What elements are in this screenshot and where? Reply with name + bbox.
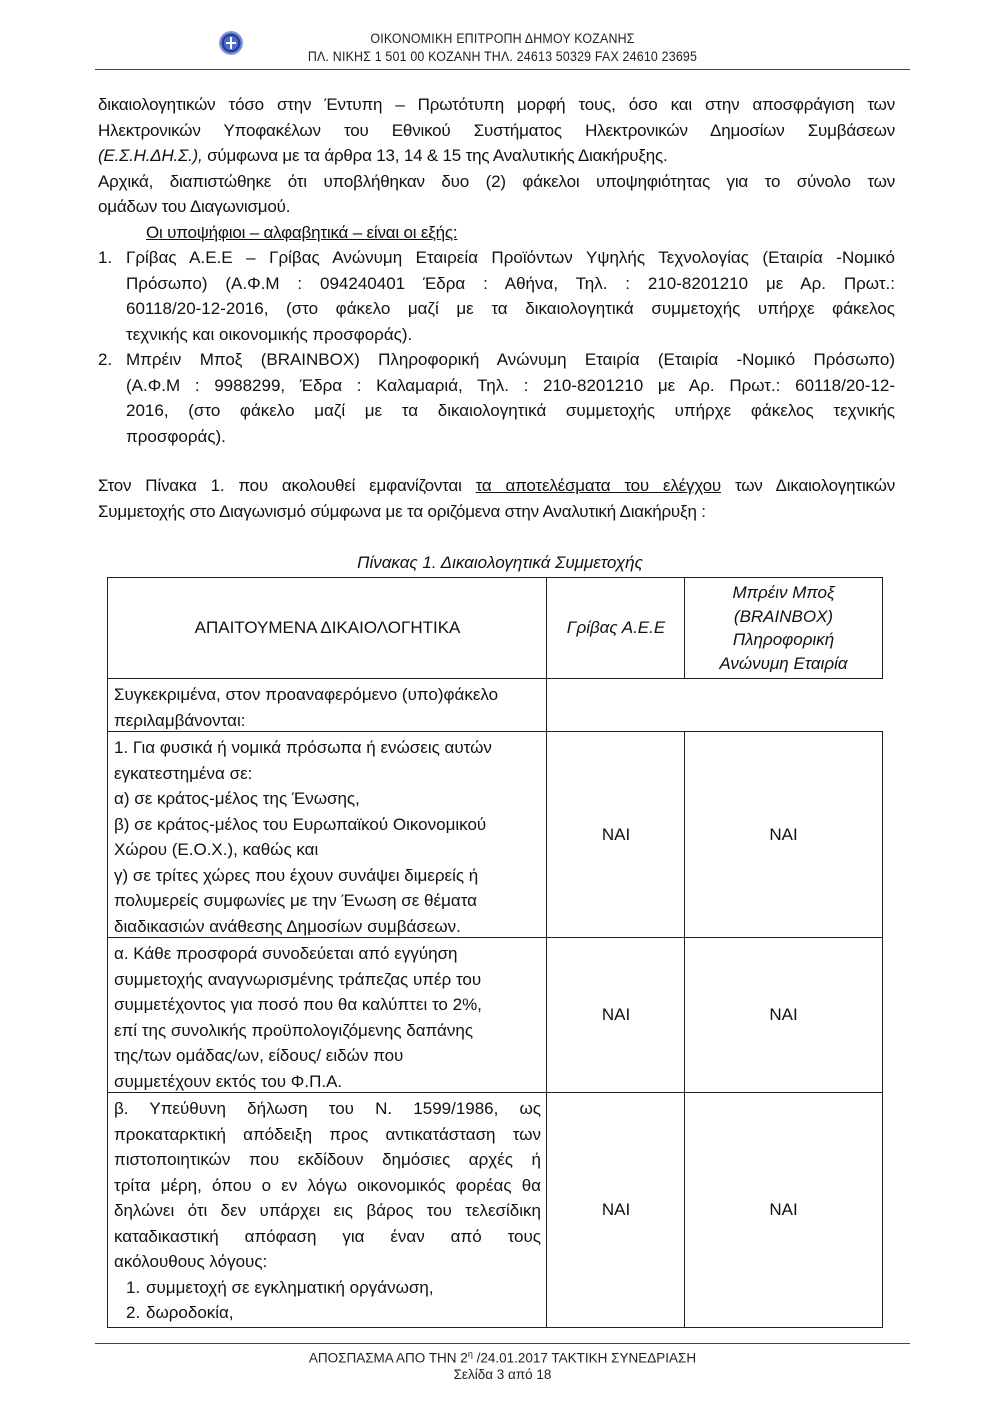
status-value: ΝΑΙ xyxy=(769,1005,798,1025)
intro-line xyxy=(98,143,895,169)
table-intro-line: Συμμετοχής στο Διαγωνισμό σύμφωνα με τα οριζόμενα στην Αναλυτική Διακήρυξη : xyxy=(98,501,706,521)
table-intro-line xyxy=(98,473,895,499)
requirement-line: προκαταρκτική απόδειξη προς αντικατάσταση των xyxy=(114,1124,541,1144)
header-brainbox-line: Μπρέιν Μποξ xyxy=(732,583,835,602)
candidate-number: 2. xyxy=(98,350,113,369)
header-grivas-text: Γρίβας Α.Ε.Ε xyxy=(566,618,666,638)
requirement-line: της/των ομάδας/ων, είδους/ ειδών που xyxy=(114,1046,404,1065)
header-brainbox xyxy=(684,577,883,679)
candidates-list xyxy=(98,245,895,449)
intro-line: δικαιολογητικών τόσο στην Έντυπη – Πρωτότυπη μορφή τους, όσο και στην αποσφράγιση των xyxy=(98,95,895,114)
table-caption: Πίνακας 1. Δικαιολογητικά Συμμετοχής xyxy=(357,553,643,572)
candidate-item xyxy=(98,245,895,347)
header-address: ΠΛ. ΝΙΚΗΣ 1 501 00 ΚΟΖΑΝΗ ΤΗΛ. 24613 50329 FAX 24610 23695 xyxy=(307,49,698,64)
esidis-abbrev: (Ε.Σ.Η.ΔΗ.Σ.), xyxy=(98,146,203,165)
footer-title-text: ΑΠΟΣΠΑΣΜΑ ΑΠΟ ΤΗΝ 2 xyxy=(308,1350,468,1366)
sub-item-number: 2. xyxy=(126,1303,141,1322)
requirement-line: δηλώνει ότι δεν υπάρχει εις βάρος του τελεσίδικη xyxy=(114,1201,541,1220)
footer-superscript: η xyxy=(467,1349,473,1359)
header-brainbox-line: Ανώνυμη Εταιρία xyxy=(719,653,848,673)
header-brainbox-line: (BRAINBOX) xyxy=(733,606,834,626)
intro-paragraph xyxy=(98,92,895,245)
candidate-line: Γρίβας Α.Ε.Ε – Γρίβας Ανώνυμη Εταιρεία Προϊόντων Υψηλής Τεχνολογίας (Εταιρία -Νομικό xyxy=(126,248,895,267)
sub-item xyxy=(114,1275,541,1301)
requirement-cell xyxy=(107,731,547,937)
candidate-line: Πρόσωπο) (Α.Φ.Μ : 094240401 Έδρα : Αθήνα, Τηλ. : 210-8201210 με Αρ. Πρωτ.: xyxy=(126,273,895,293)
footer-title-text: /24.01.2017 ΤΑΚΤΙΚΗ ΣΥΝΕΔΡΙΑΣΗ xyxy=(472,1350,697,1366)
requirement-line: Χώρου (Ε.Ο.Χ.), καθώς και xyxy=(114,840,319,859)
header-requirements xyxy=(107,577,547,679)
intro-line: Αρχικά, διαπιστώθηκε ότι υποβλήθηκαν δυο (2) φάκελοι υποψηφιότητας για το σύνολο των xyxy=(98,171,895,191)
sub-item-text: συμμετοχή σε εγκληματική οργάνωση, xyxy=(146,1277,434,1297)
candidate-line: 2016, (στο φάκελο μαζί με τα δικαιολογητικά συμμετοχής υπήρχε φάκελος τεχνικής xyxy=(126,401,895,420)
grivas-status xyxy=(546,1092,685,1328)
page-header xyxy=(95,14,910,70)
candidate-line: (Α.Φ.Μ : 9988299, Έδρα : Καλαμαριά, Τηλ. : 210-8201210 με Αρ. Πρωτ.: 60118/20-12- xyxy=(126,375,895,395)
candidates-heading-text: Οι υποψήφιοι – αλφαβητικά – είναι οι εξής: xyxy=(146,222,458,242)
candidates-heading xyxy=(98,220,895,246)
intro-line: ομάδων του Διαγωνισμού. xyxy=(98,197,291,216)
status-value: ΝΑΙ xyxy=(601,824,631,844)
requirement-line: εγκατεστημένα σε: xyxy=(114,763,253,783)
intro-line-text: σύμφωνα με τα άρθρα 13, 14 & 15 της Αναλυτικής Διακήρυξης. xyxy=(202,146,668,165)
requirement-line: διαδικασιών ανάθεσης Δημοσίων συμβάσεων. xyxy=(114,916,461,936)
intro-row-line: Συγκεκριμένα, στον προαναφερόμενο (υπο)φάκελο xyxy=(114,685,499,704)
intro-line: Ηλεκτρονικών Υποφακέλων του Εθνικού Συστήματος Ηλεκτρονικών Δημοσίων Συμβάσεων xyxy=(98,120,895,140)
requirement-line: β) σε κράτος-μέλος του Ευρωπαϊκού Οικονομικού xyxy=(114,814,487,834)
header-brainbox-line: Πληροφορική xyxy=(732,630,835,649)
requirement-line: συμμετοχής αναγνωρισμένης τράπεζας υπέρ του xyxy=(114,969,482,989)
brainbox-status xyxy=(684,937,883,1092)
table-intro-paragraph xyxy=(98,473,895,524)
candidate-line: προσφοράς). xyxy=(126,426,226,446)
requirement-line: επί της συνολικής προϋπολογιζόμενης δαπάνης xyxy=(114,1020,474,1040)
sub-item xyxy=(114,1300,541,1326)
sub-item-text: δωροδοκία, xyxy=(146,1303,234,1322)
status-value: ΝΑΙ xyxy=(601,1005,631,1025)
requirement-cell xyxy=(107,1092,547,1328)
intro-row-cell xyxy=(107,679,547,731)
requirement-line: καταδικαστική απόφαση για έναν από τους xyxy=(114,1226,541,1246)
requirement-line: β. Υπεύθυνη δήλωση του Ν. 1599/1986, ως xyxy=(114,1099,541,1118)
footer-title xyxy=(95,1349,910,1366)
candidate-item xyxy=(98,347,895,449)
requirement-cell xyxy=(107,937,547,1092)
requirement-line: 1. Για φυσικά ή νομικά πρόσωπα ή ενώσεις αυτών xyxy=(114,738,492,757)
requirement-line: ακόλουθους λόγους: xyxy=(114,1252,268,1271)
header-requirements-text: ΑΠΑΙΤΟΥΜΕΝΑ ΔΙΚΑΙΟΛΟΓΗΤΙΚΑ xyxy=(194,618,461,638)
brainbox-status xyxy=(684,1092,883,1328)
candidate-line: Μπρέιν Μποξ (BRAINBOX) Πληροφορική Ανώνυμη Εταιρία (Εταιρία -Νομικό Πρόσωπο) xyxy=(126,350,895,369)
requirement-line: πολυμερείς συμφωνίες με την Ένωση σε θέματα xyxy=(114,891,477,910)
requirement-line: συμμετέχοντος για ποσό που θα καλύπτει το 2%, xyxy=(114,995,482,1014)
page-footer xyxy=(95,1343,910,1382)
results-underlined-text: τα αποτελέσματα του ελέγχου xyxy=(475,476,721,495)
sub-item-number: 1. xyxy=(126,1277,141,1297)
requirement-line: α. Κάθε προσφορά συνοδεύεται από εγγύηση xyxy=(114,944,458,963)
status-value: ΝΑΙ xyxy=(769,1200,798,1220)
header-grivas xyxy=(546,577,685,679)
requirement-line: α) σε κράτος-μέλος της Ένωσης, xyxy=(114,789,360,808)
requirement-line: συμμετέχουν εκτός του Φ.Π.Α. xyxy=(114,1071,343,1091)
status-value: ΝΑΙ xyxy=(769,824,798,844)
header-title: ΟΙΚΟΝΟΜΙΚΗ ΕΠΙΤΡΟΠΗ ΔΗΜΟΥ ΚΟΖΑΝΗΣ xyxy=(370,31,635,46)
table-intro-text: Στον Πίνακα 1. που ακολουθεί εμφανίζονται xyxy=(98,476,476,495)
candidate-line: 60118/20-12-2016, (στο φάκελο μαζί με τα δικαιολογητικά συμμετοχής υπήρχε φάκελος xyxy=(126,299,895,318)
grivas-status xyxy=(546,731,685,937)
requirement-line: πιστοποιητικών που εκδίδουν δημόσιες αρχές ή xyxy=(114,1150,541,1169)
intro-row-line: περιλαμβάνονται: xyxy=(114,710,246,730)
candidate-number: 1. xyxy=(98,248,113,267)
page-number: Σελίδα 3 από 18 xyxy=(453,1367,552,1382)
requirement-line: γ) σε τρίτες χώρες που έχουν συνάψει διμερείς ή xyxy=(114,865,479,885)
table-intro-text: των Δικαιολογητικών xyxy=(720,476,895,495)
grivas-status xyxy=(546,937,685,1092)
requirement-line: τρίτα μέρη, όπου ο εν λόγω οικονομικός φορέας θα xyxy=(114,1175,541,1195)
status-value: ΝΑΙ xyxy=(601,1200,631,1220)
brainbox-status xyxy=(684,731,883,937)
candidate-line: τεχνικής και οικονομικής προσφοράς). xyxy=(126,324,413,344)
